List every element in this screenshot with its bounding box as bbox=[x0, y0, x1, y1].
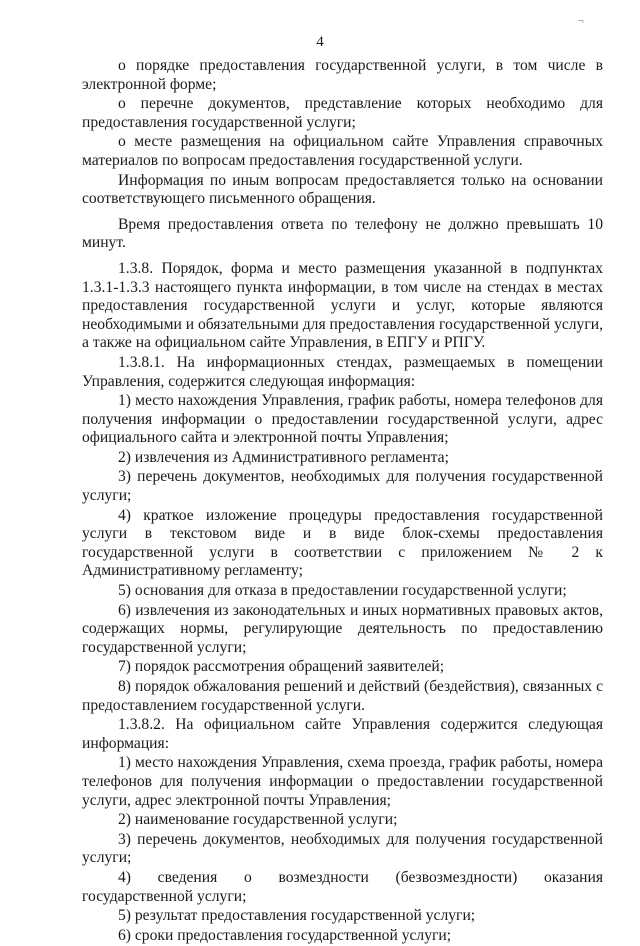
list-item: 6) сроки предоставления государственной услуги; bbox=[118, 926, 452, 944]
list-item: 5) основания для отказа в предоставлении государственной услуги; bbox=[118, 582, 567, 600]
list-item: 1) место нахождения Управления, схема проезда, график работы, номера телефонов для получения информации о предоставлении государственной услуги, адрес электронной почты Управления; bbox=[82, 754, 603, 809]
paragraph: о перечне документов, представление которых необходимо для предоставления государственной услуги; bbox=[82, 95, 603, 131]
list-item: 7) порядок рассмотрения обращений заявителей; bbox=[118, 658, 445, 676]
list-item: 2) извлечения из Административного регламента; bbox=[118, 448, 449, 466]
list-item: 4) сведения о возмездности (безвозмездности) оказания государственной услуги; bbox=[82, 868, 603, 905]
list-item: 6) извлечения из законодательных и иных нормативных правовых актов, содержащих нормы, регулирующие деятельность по предоставлению государственной услуги; bbox=[82, 601, 603, 656]
section-1-3-8-2: 1.3.8.2. На официальном сайте Управления содержится следующая информация: bbox=[82, 716, 603, 752]
page-number: 4 bbox=[316, 34, 324, 50]
paragraph: о порядке предоставления государственной услуги, в том числе в электронной форме; bbox=[82, 57, 603, 93]
list-item: 3) перечень документов, необходимых для получения государственной услуги; bbox=[82, 830, 603, 867]
document-body bbox=[82, 57, 603, 946]
paragraph: о месте размещения на официальном сайте Управления справочных материалов по вопросам предоставления государственной услуги. bbox=[82, 133, 603, 169]
paragraph: Информация по иным вопросам предоставляется только на основании соответствующего письменного обращения. bbox=[82, 171, 603, 208]
paragraph: Время предоставления ответа по телефону не должно превышать 10 минут. bbox=[82, 215, 603, 252]
list-item: 1) место нахождения Управления, график работы, номера телефонов для получения информации о предоставлении государственной услуги, адрес официального сайта и электронной почты Управления; bbox=[82, 392, 603, 447]
list-item: 5) результат предоставления государственной услуги; bbox=[118, 907, 476, 925]
section-1-3-8: 1.3.8. Порядок, форма и место размещения указанной в подпунктах 1.3.1-1.3.3 настоящего пункта информации, в том числе на стендах в местах предоставления государственной услуги и услуг, которые являются необходимыми и обязательными для предоставления государственной услуги, а также на официальном сайте Управления, в ЕПГУ и РПГУ. bbox=[82, 259, 603, 352]
section-1-3-8-1: 1.3.8.1. На информационных стендах, размещаемых в помещении Управления, содержится следующая информация: bbox=[82, 353, 603, 390]
list-item: 2) наименование государственной услуги; bbox=[118, 811, 398, 829]
scan-mark: ¬ bbox=[578, 16, 584, 27]
list-item: 3) перечень документов, необходимых для получения государственной услуги; bbox=[82, 468, 603, 505]
list-item: 8) порядок обжалования решений и действий (бездействия), связанных с предоставлением государственной услуги. bbox=[82, 678, 603, 714]
list-item: 4) краткое изложение процедуры предоставления государственной услуги в текстовом виде и в виде блок-схемы предоставления государственной услуги в соответствии с приложением № 2 к Административному регламенту; bbox=[82, 506, 603, 580]
